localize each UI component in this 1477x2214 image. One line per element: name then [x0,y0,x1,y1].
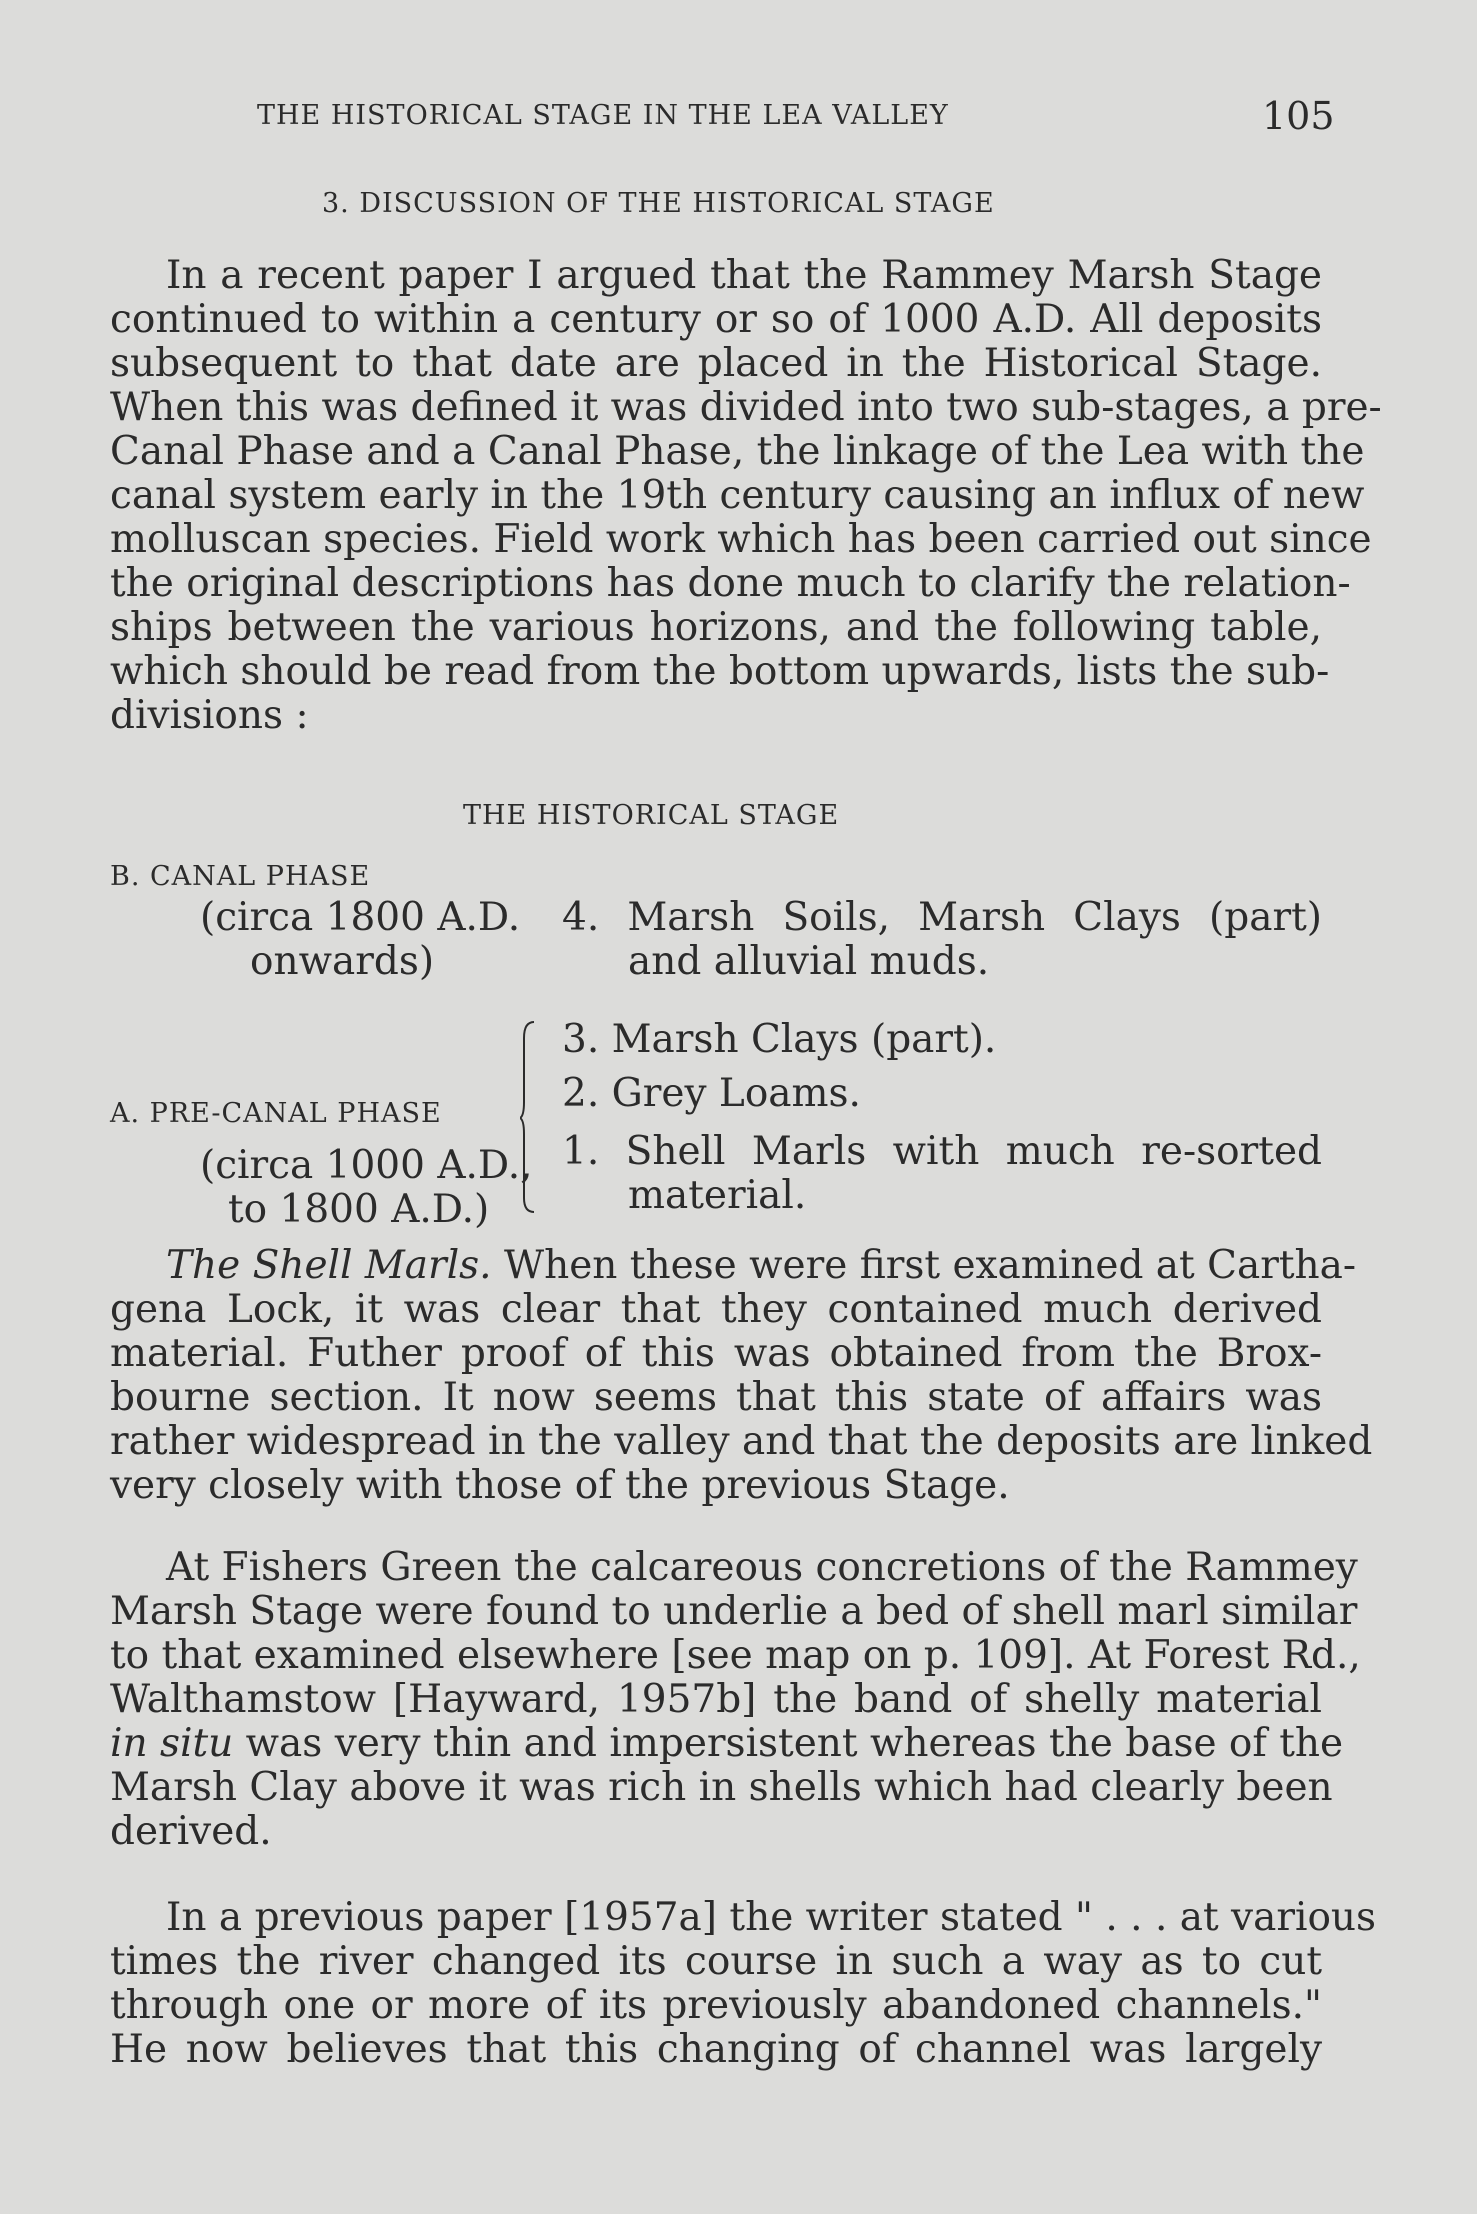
table-title: THE HISTORICAL STAGE [463,800,840,831]
paragraph-line: canal system early in the 19th century causing an influx of new [110,473,1365,518]
paragraph-line: very closely with those of the previous Stage. [110,1463,1010,1508]
paragraph-line: Canal Phase and a Canal Phase, the linkage of the Lea with the [110,429,1365,474]
paragraph-line: continued to within a century or so of 1000 A.D. All deposits [110,297,1322,342]
paragraph-line: through one or more of its previously abandoned channels." [110,1983,1322,2028]
paragraph-line: to that examined elsewhere [see map on p. 109]. At Forest Rd., [110,1633,1361,1678]
paragraph-line: bourne section. It now seems that this state of affairs was [110,1375,1322,1420]
paragraph-line: gena Lock, it was clear that they contained much derived [110,1287,1322,1332]
phase-a-label: A. PRE-CANAL PHASE [110,1098,442,1129]
paragraph-line: In a previous paper [1957a] the writer stated " . . . at various [166,1895,1377,1940]
phase-a-date-2: to 1800 A.D.) [228,1187,490,1232]
phase-a-item-3: 3. Marsh Clays (part). [562,1017,997,1062]
paragraph-line: The Shell Marls. When these were first examined at Cartha- [166,1243,1357,1288]
paragraph-line: When this was defined it was divided into two sub-stages, a pre- [110,385,1382,430]
phase-b-label: B. CANAL PHASE [110,861,371,892]
phase-b-date-1: (circa 1800 A.D. [200,895,521,940]
paragraph-line: divisions : [110,693,309,738]
paragraph-line: which should be read from the bottom upwards, lists the sub- [110,649,1330,694]
paragraph-line: Marsh Clay above it was rich in shells which had clearly been [110,1765,1333,1810]
paragraph-line: At Fishers Green the calcareous concretions of the Rammey [166,1545,1358,1590]
paragraph-line: rather widespread in the valley and that the deposits are linked [110,1419,1373,1464]
paragraph-line: the original descriptions has done much to clarify the relation- [110,561,1351,606]
phase-b-item-4-cont: and alluvial muds. [628,939,990,984]
paragraph-line: Walthamstow [Hayward, 1957b] the band of shelly material [110,1677,1322,1722]
section-heading: 3. DISCUSSION OF THE HISTORICAL STAGE [322,188,995,219]
phase-a-item-1: 1. Shell Marls with much re-sorted [562,1129,1322,1174]
paragraph-line: derived. [110,1809,272,1854]
phase-b-item-4: 4. Marsh Soils, Marsh Clays (part) [562,895,1322,940]
paragraph-line: material. Futher proof of this was obtained from the Brox- [110,1331,1322,1376]
phase-a-date-1: (circa 1000 A.D., [200,1143,533,1188]
paragraph-line: ships between the various horizons, and the following table, [110,605,1322,650]
phase-a-item-1-cont: material. [628,1173,807,1218]
paragraph-line: Marsh Stage were found to underlie a bed of shell marl similar [110,1589,1358,1634]
brace-icon [520,1020,536,1214]
running-title: THE HISTORICAL STAGE IN THE LEA VALLEY [257,100,949,131]
paragraph-line: in situ was very thin and impersistent whereas the base of the [110,1721,1344,1766]
paragraph-line: He now believes that this changing of channel was largely [110,2027,1322,2072]
paragraph-line: subsequent to that date are placed in the Historical Stage. [110,341,1322,386]
page-number: 105 [1262,94,1335,138]
phase-a-item-2: 2. Grey Loams. [562,1071,861,1116]
paragraph-line: times the river changed its course in such a way as to cut [110,1939,1322,1984]
phase-b-date-2: onwards) [250,939,435,984]
paragraph-line: In a recent paper I argued that the Rammey Marsh Stage [166,253,1322,298]
paragraph-line: molluscan species. Field work which has been carried out since [110,517,1372,562]
run-in-heading: The Shell Marls. [166,1243,492,1288]
